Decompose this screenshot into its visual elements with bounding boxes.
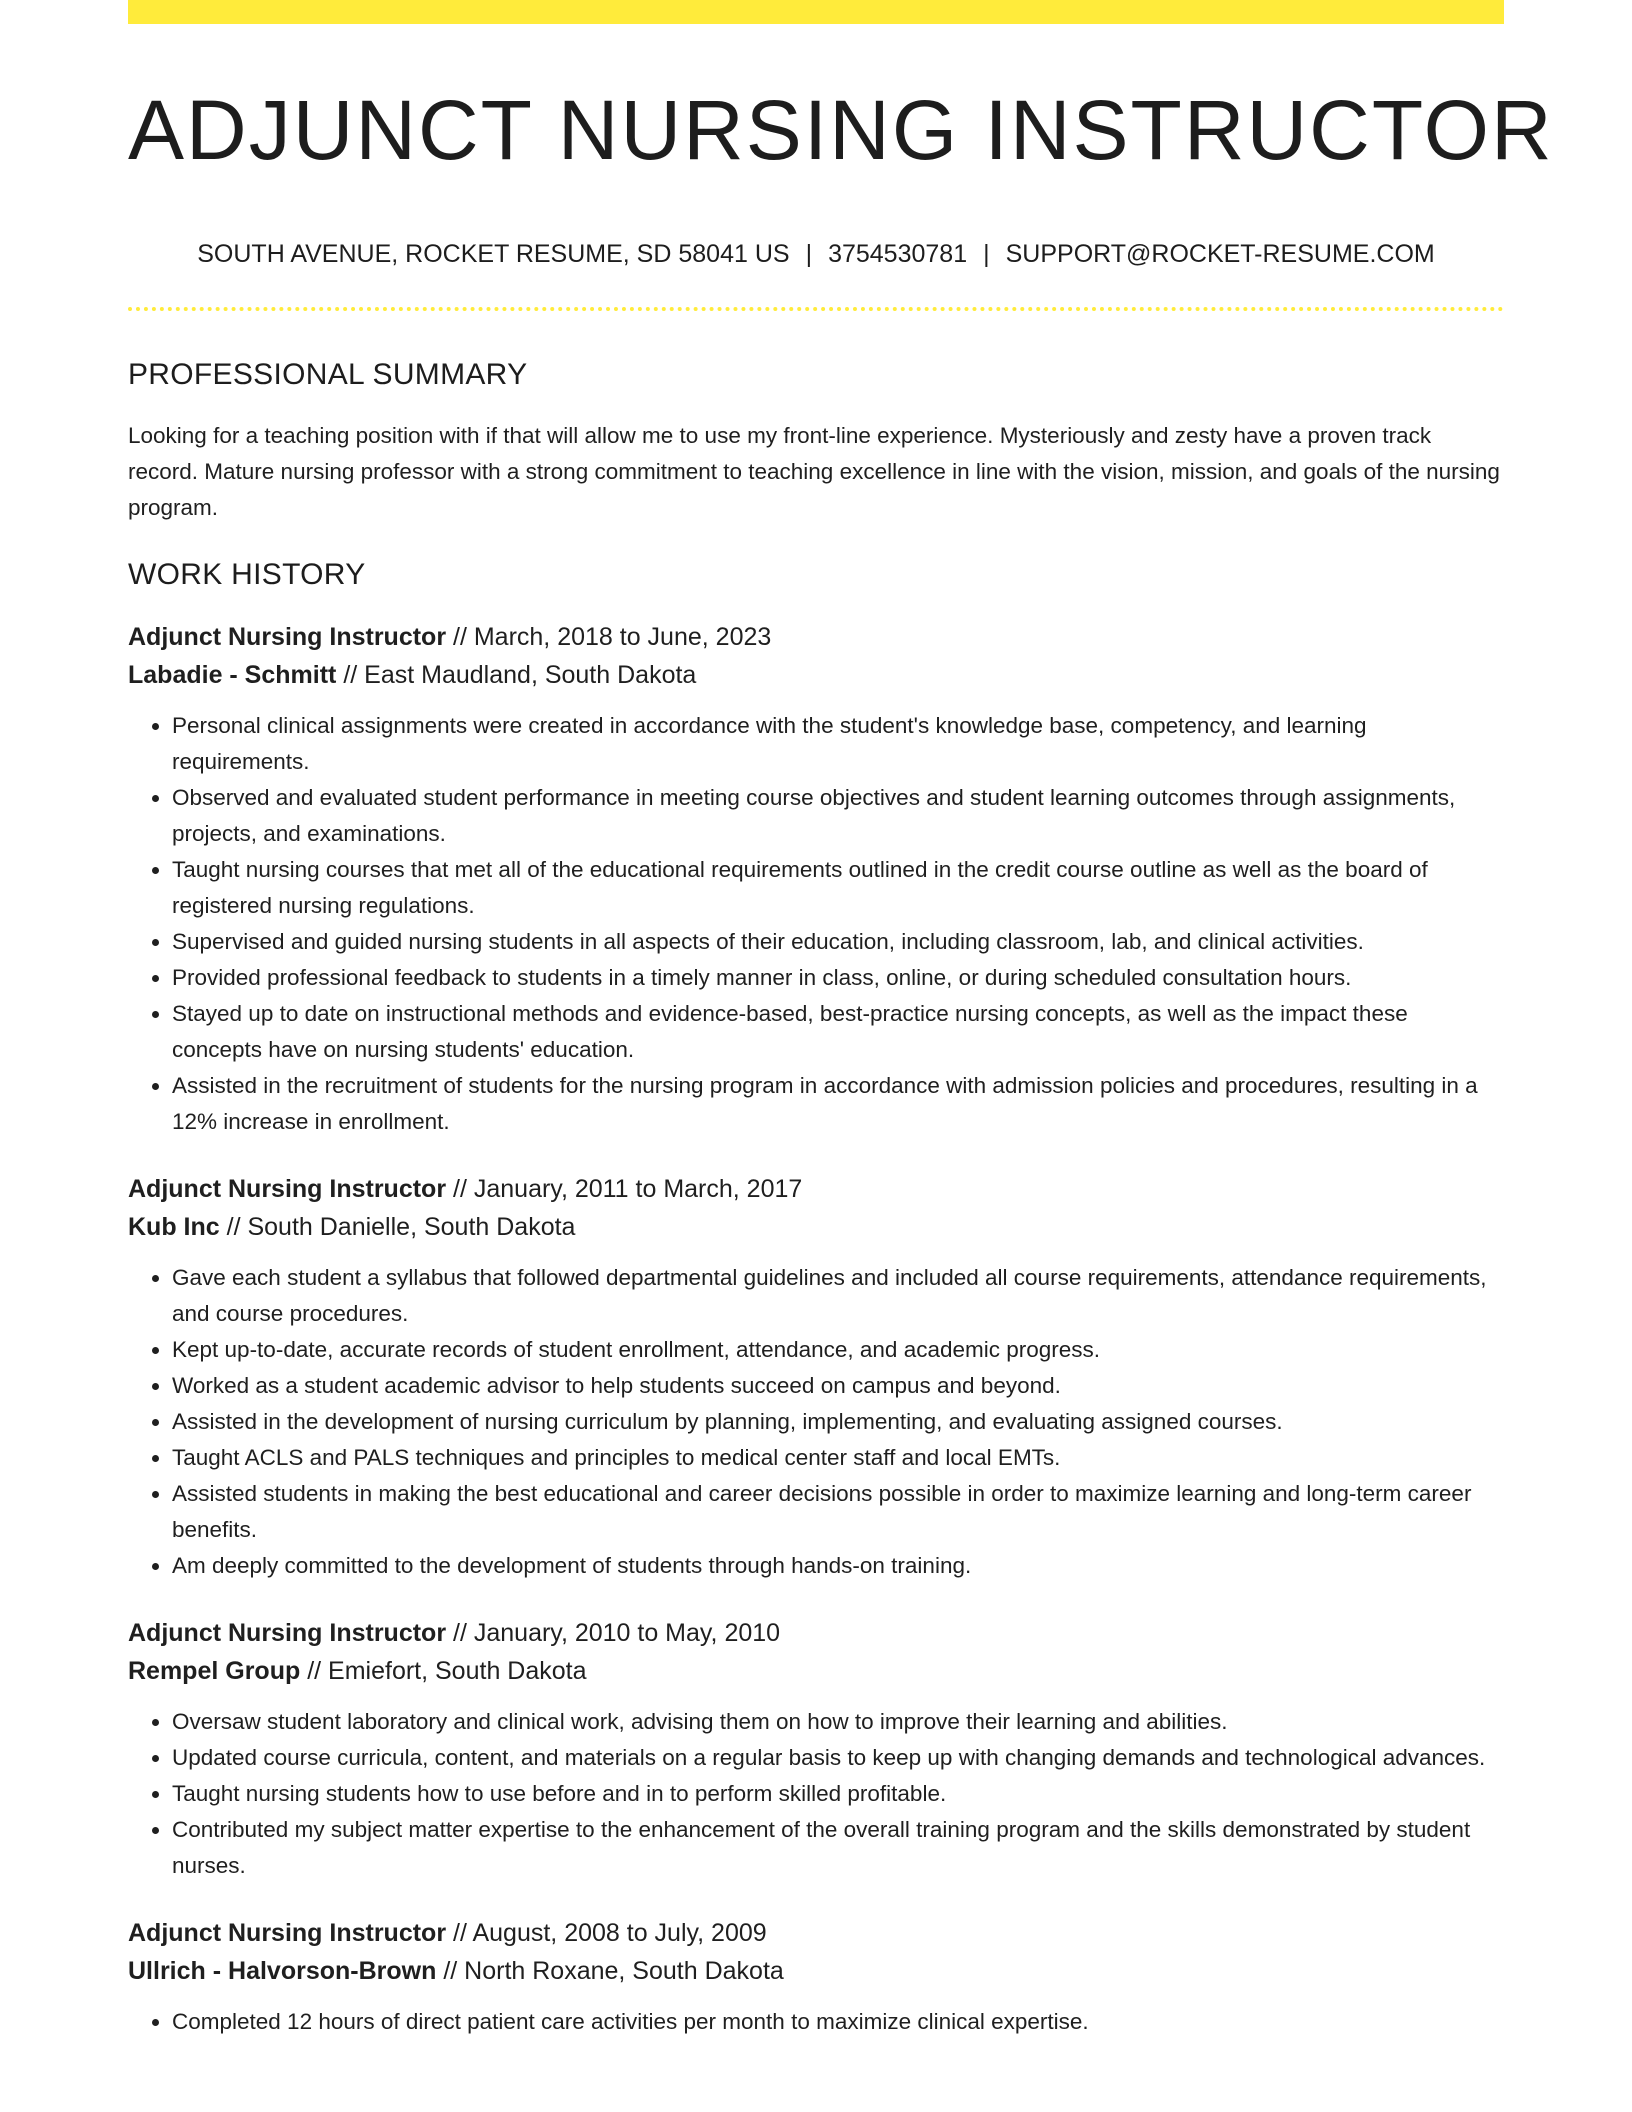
contact-separator: | — [805, 240, 813, 268]
job-company-line — [128, 1652, 1504, 1690]
duty-item: • Assisted in the development of nursing curriculum by planning, implementing, and evaluating assigned courses. — [172, 1404, 1504, 1440]
job-entry-3 — [128, 1614, 1504, 1884]
job-title: Adjunct Nursing Instructor — [128, 1175, 447, 1203]
job-company: Rempel Group — [128, 1657, 301, 1685]
summary-heading: PROFESSIONAL SUMMARY — [128, 358, 528, 391]
duty-item: • Assisted students in making the best educational and career decisions possible in order to maximize learning and long-term career benefits. — [172, 1476, 1504, 1548]
duty-item: • Personal clinical assignments were created in accordance with the student's knowledge base, competency, and learning requirements. — [172, 708, 1504, 780]
job-dates: // August, 2008 to July, 2009 — [453, 1919, 767, 1947]
duty-item: • Taught nursing courses that met all of the educational requirements outlined in the credit course outline as well as the board of registered nursing regulations. — [172, 852, 1504, 924]
job-duties-list — [128, 2004, 1504, 2040]
job-title-line — [128, 618, 1504, 656]
job-entry-1 — [128, 618, 1504, 1140]
job-location: // South Danielle, South Dakota — [226, 1213, 576, 1241]
job-location: // Emiefort, South Dakota — [307, 1657, 587, 1685]
duty-item: • Observed and evaluated student performance in meeting course objectives and student learning outcomes through assignments, projects, and examinations. — [172, 780, 1504, 852]
job-company: Kub Inc — [128, 1213, 220, 1241]
job-company-line — [128, 656, 1504, 694]
duty-item: • Oversaw student laboratory and clinical work, advising them on how to improve their learning and abilities. — [172, 1704, 1504, 1740]
resume-page — [128, 0, 1554, 2112]
duty-item: • Provided professional feedback to students in a timely manner in class, online, or during scheduled consultation hours. — [172, 960, 1504, 996]
job-dates: // January, 2011 to March, 2017 — [453, 1175, 803, 1203]
job-company-line — [128, 1208, 1504, 1246]
summary-text: Looking for a teaching position with if that will allow me to use my front-line experience. Mysteriously and zesty have a proven track record. Mature nursing professor with a strong commitment to teaching excellence in line with the vision, mission, and goals of the nursing program. — [128, 423, 1500, 520]
duty-item: • Taught nursing students how to use before and in to perform skilled profitable. — [172, 1776, 1504, 1812]
accent-top-bar — [128, 0, 1504, 24]
job-duties-list — [128, 1260, 1504, 1584]
job-dates: // January, 2010 to May, 2010 — [453, 1619, 781, 1647]
job-duties-list — [128, 1704, 1504, 1884]
job-title-line — [128, 1614, 1504, 1652]
duty-item: • Stayed up to date on instructional methods and evidence-based, best-practice nursing concepts, as well as the impact these concepts have on nursing students' education. — [172, 996, 1504, 1068]
resume-content — [128, 354, 1504, 2070]
job-location: // East Maudland, South Dakota — [343, 661, 697, 689]
duty-item: • Kept up-to-date, accurate records of student enrollment, attendance, and academic progress. — [172, 1332, 1504, 1368]
contact-phone[interactable]: 3754530781 — [828, 240, 968, 268]
duty-item: • Worked as a student academic advisor to help students succeed on campus and beyond. — [172, 1368, 1504, 1404]
job-title: Adjunct Nursing Instructor — [128, 1919, 447, 1947]
duty-item: • Am deeply committed to the development of students through hands-on training. — [172, 1548, 1504, 1584]
job-company: Ullrich - Halvorson-Brown — [128, 1957, 437, 1985]
duty-item: • Assisted in the recruitment of students for the nursing program in accordance with admission policies and procedures, resulting in a 12% increase in enrollment. — [172, 1068, 1504, 1140]
resume-title: ADJUNCT NURSING INSTRUCTOR — [128, 83, 1554, 177]
work-history-heading: WORK HISTORY — [128, 558, 366, 591]
job-location: // North Roxane, South Dakota — [443, 1957, 784, 1985]
job-entry-4 — [128, 1914, 1504, 2040]
contact-address: SOUTH AVENUE, ROCKET RESUME, SD 58041 US — [197, 240, 790, 268]
duty-item: • Contributed my subject matter expertise to the enhancement of the overall training program and the skills demonstrated by student nurses. — [172, 1812, 1504, 1884]
job-duties-list — [128, 708, 1504, 1140]
job-title: Adjunct Nursing Instructor — [128, 623, 447, 651]
duty-item: • Supervised and guided nursing students in all aspects of their education, including classroom, lab, and clinical activities. — [172, 924, 1504, 960]
job-title-line — [128, 1170, 1504, 1208]
dotted-divider — [128, 307, 1504, 311]
duty-item: • Taught ACLS and PALS techniques and principles to medical center staff and local EMTs. — [172, 1440, 1504, 1476]
job-company-line — [128, 1952, 1504, 1990]
job-title: Adjunct Nursing Instructor — [128, 1619, 447, 1647]
duty-item: • Completed 12 hours of direct patient care activities per month to maximize clinical expertise. — [172, 2004, 1504, 2040]
contact-line — [128, 236, 1504, 272]
contact-separator: | — [983, 240, 990, 268]
duty-item: • Gave each student a syllabus that followed departmental guidelines and included all course requirements, attendance requirements, and course procedures. — [172, 1260, 1504, 1332]
contact-email[interactable]: SUPPORT@ROCKET-RESUME.COM — [1005, 240, 1435, 268]
job-dates: // March, 2018 to June, 2023 — [453, 623, 772, 651]
job-company: Labadie - Schmitt — [128, 661, 337, 689]
duty-item: • Updated course curricula, content, and materials on a regular basis to keep up with changing demands and technological advances. — [172, 1740, 1504, 1776]
job-entry-2 — [128, 1170, 1504, 1584]
job-title-line — [128, 1914, 1504, 1952]
